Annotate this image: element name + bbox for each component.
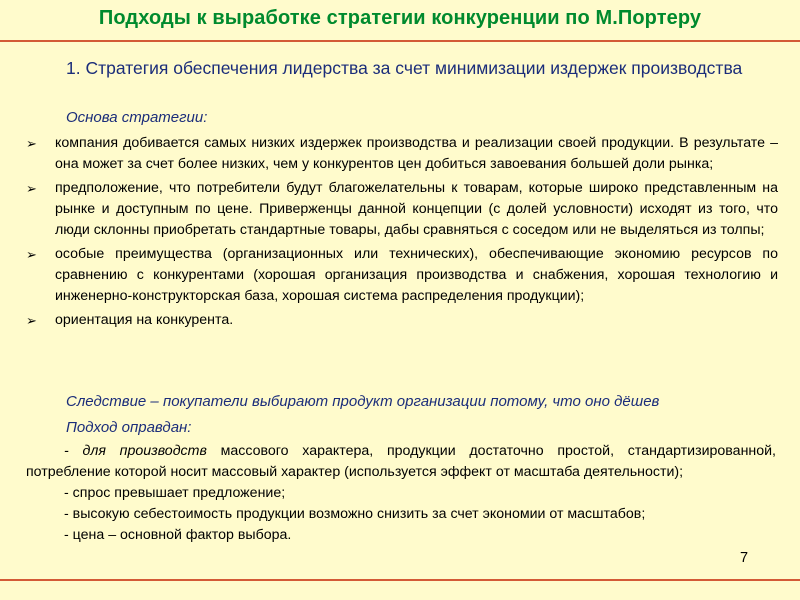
list-item-text: компания добивается самых низких издержек производства и реализации своей продукции. В результате – она может за счет более низких, чем у конкурентов цен добиться завоевания большей доли рынка; [55, 135, 778, 172]
arrowhead-bullet-icon: ➢ [26, 313, 37, 328]
basis-label: Основа стратегии: [66, 109, 208, 126]
condition-emphasis: - для производств [64, 443, 207, 459]
top-divider [0, 40, 800, 42]
arrowhead-bullet-icon: ➢ [26, 247, 37, 262]
approach-conditions [26, 441, 776, 546]
bullet-list [26, 133, 778, 334]
condition-line: - спрос превышает предложение; [64, 485, 286, 501]
justified-label: Подход оправдан: [66, 419, 192, 436]
condition-text: массового характера, продукции достаточно простой, стандартизированной, потребление которой носит массовый характер (используется эффект от масштаба деятельности); [26, 443, 776, 480]
list-item [26, 178, 778, 241]
condition-line: - цена – основной фактор выбора. [64, 527, 292, 543]
page-number: 7 [740, 550, 749, 566]
arrowhead-bullet-icon: ➢ [26, 136, 37, 151]
condition-paragraph [26, 441, 776, 483]
slide-title: Подходы к выработке стратегии конкуренции по М.Портеру [98, 7, 702, 29]
bottom-divider [0, 579, 800, 581]
list-item [26, 244, 778, 307]
list-item-text: предположение, что потребители будут благожелательны к товарам, которые широко представленным на рынке и доступным по цене. Приверженцы данной концепции (с долей условности) исходят из того, что люди склонны приобретать стандартные товары, дабы сравняться с соседом или не выделяться из толпы; [55, 180, 778, 238]
list-item-text: особые преимущества (организационных или технических), обеспечивающие экономию ресурсов по сравнению с конкурентами (хорошая организация производства и снабжения, хорошая технологию и инженерно-конструкторская база, хорошая система распределения продукции); [55, 246, 778, 304]
condition-line: - высокую себестоимость продукции возможно снизить за счет экономии от масштабов; [64, 506, 646, 522]
list-item [26, 133, 778, 175]
list-item-text: ориентация на конкурента. [55, 312, 234, 328]
consequence-text: Следствие – покупатели выбирают продукт организации потому, что оно дёшев [66, 393, 660, 410]
list-item [26, 310, 778, 331]
section-heading: 1. Стратегия обеспечения лидерства за счет минимизации издержек производства [66, 58, 743, 78]
arrowhead-bullet-icon: ➢ [26, 181, 37, 196]
